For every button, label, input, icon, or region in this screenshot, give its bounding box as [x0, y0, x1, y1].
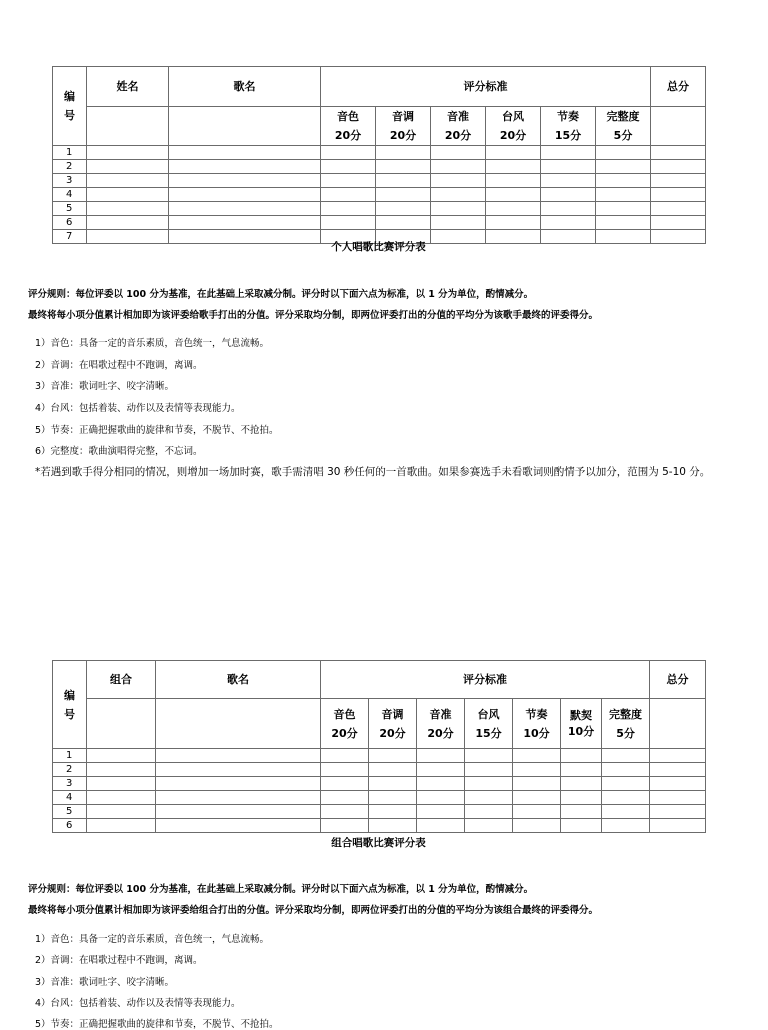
criterion-points: 20分: [389, 129, 417, 142]
criterion-name: 默契10分: [567, 708, 595, 738]
table-row: [53, 202, 706, 216]
criterion-points: 20分: [444, 129, 472, 142]
criterion-points: 20分: [379, 726, 406, 740]
table-row: [53, 777, 706, 791]
header-num: 编号: [53, 67, 87, 146]
header-total-blank: [650, 699, 706, 749]
header-song-blank: [156, 699, 321, 749]
header-total: 总分: [650, 661, 706, 699]
criterion-points: 20分: [334, 129, 362, 142]
header-num: 编号: [53, 661, 87, 749]
group-criterion-item: 2）音调：在唱歌过程中不跑调，离调。: [35, 955, 203, 966]
criterion-cell: [369, 699, 417, 749]
criterion-cell: [376, 107, 431, 146]
individual-rule-line-2: 最终将每小项分值累计相加即为该评委给歌手打出的分值。评分采取均分制，即两位评委打出的分值的平均分为该歌手最终的评委得分。: [28, 310, 599, 321]
header-name: 姓名: [87, 67, 169, 107]
criterion-cell: [596, 107, 651, 146]
criterion-points: 10分: [523, 726, 550, 740]
group-rule-line-1: 评分规则：每位评委以 100 分为基准，在此基础上采取减分制。评分时以下面六点为标准，以 1 分为单位，酌情减分。: [28, 884, 534, 895]
criterion-points: 20分: [331, 726, 358, 740]
criterion-points: 5分: [613, 129, 633, 142]
header-name-blank: [87, 699, 156, 749]
criterion-cell: [321, 107, 376, 146]
group-table-caption: 组合唱歌比赛评分表: [331, 837, 426, 849]
criterion-cell: [486, 107, 541, 146]
criterion-name: 节奏: [557, 110, 579, 123]
header-total-blank: [651, 107, 706, 146]
criterion-cell: [541, 107, 596, 146]
individual-criterion-item: 4）台风：包括着装、动作以及表情等表现能力。: [35, 403, 241, 414]
table-row: [53, 188, 706, 202]
table-row: [53, 216, 706, 230]
row-number: 4: [53, 791, 87, 805]
criterion-name: 完整度: [609, 707, 643, 721]
criterion-name: 台风: [502, 110, 524, 123]
header-name-blank: [87, 107, 169, 146]
table-row: [53, 791, 706, 805]
header-criteria: 评分标准: [321, 67, 651, 107]
group-rule-line-2: 最终将每小项分值累计相加即为该评委给组合打出的分值。评分采取均分制，即两位评委打出的分值的平均分为该组合最终的评委得分。: [28, 905, 599, 916]
header-song-blank: [169, 107, 321, 146]
individual-tiebreak-note: *若遇到歌手得分相同的情况，则增加一场加时赛，歌手需清唱 30 秒任何的一首歌曲。如果参赛选手未看歌词则酌情予以加分，范围为 5-10 分。: [35, 466, 711, 478]
row-number: 2: [53, 763, 87, 777]
row-number: 7: [53, 230, 87, 244]
criterion-name: 节奏: [525, 707, 548, 721]
criterion-cell: [417, 699, 465, 749]
row-number: 3: [53, 777, 87, 791]
group-score-table: [52, 660, 706, 833]
row-number: 6: [53, 819, 87, 833]
individual-criterion-item: 3）音准：歌词吐字、咬字清晰。: [35, 381, 175, 392]
criterion-name: 台风: [477, 707, 500, 721]
row-number: 5: [53, 202, 87, 216]
criterion-cell: [431, 107, 486, 146]
header-total: 总分: [651, 67, 706, 107]
criterion-name: 完整度: [606, 110, 640, 123]
row-number: 4: [53, 188, 87, 202]
criterion-name: 音调: [381, 707, 404, 721]
table-row: [53, 749, 706, 763]
table-row: [53, 146, 706, 160]
criterion-points: 15分: [554, 129, 582, 142]
header-song: 歌名: [156, 661, 321, 699]
criterion-cell: [602, 699, 650, 749]
criterion-points: 20分: [499, 129, 527, 142]
row-number: 6: [53, 216, 87, 230]
criterion-cell: [513, 699, 561, 749]
group-criterion-item: 4）台风：包括着装、动作以及表情等表现能力。: [35, 998, 241, 1009]
criterion-name: 音色: [333, 707, 356, 721]
row-number: 1: [53, 146, 87, 160]
row-number: 1: [53, 749, 87, 763]
criterion-name: 音准: [447, 110, 469, 123]
group-criterion-item: 5）节奏：正确把握歌曲的旋律和节奏，不脱节、不抢拍。: [35, 1019, 279, 1030]
criterion-cell: [465, 699, 513, 749]
individual-table-caption: 个人唱歌比赛评分表: [331, 241, 426, 253]
individual-criterion-item: 2）音调：在唱歌过程中不跑调，离调。: [35, 360, 203, 371]
header-criteria: 评分标准: [321, 661, 650, 699]
criterion-points: 15分: [475, 726, 502, 740]
individual-criterion-item: 6）完整度：歌曲演唱得完整，不忘词。: [35, 446, 203, 457]
criterion-points: 20分: [427, 726, 454, 740]
individual-criterion-item: 1）音色：具备一定的音乐素质，音色统一，气息流畅。: [35, 338, 270, 349]
criterion-name: 音调: [392, 110, 414, 123]
individual-rule-line-1: 评分规则：每位评委以 100 分为基准，在此基础上采取减分制。评分时以下面六点为标准，以 1 分为单位，酌情减分。: [28, 289, 534, 300]
group-criterion-item: 1）音色：具备一定的音乐素质，音色统一，气息流畅。: [35, 934, 270, 945]
table-row: [53, 763, 706, 777]
criterion-points: 5分: [616, 726, 635, 740]
individual-criterion-item: 5）节奏：正确把握歌曲的旋律和节奏，不脱节、不抢拍。: [35, 425, 279, 436]
table-row: [53, 174, 706, 188]
criterion-cell: [321, 699, 369, 749]
header-name: 组合: [87, 661, 156, 699]
table-row: [53, 805, 706, 819]
table-row: [53, 160, 706, 174]
criterion-name: 音色: [337, 110, 359, 123]
group-criterion-item: 3）音准：歌词吐字、咬字清晰。: [35, 977, 175, 988]
criterion-name: 音准: [429, 707, 452, 721]
table-row: [53, 819, 706, 833]
header-song: 歌名: [169, 67, 321, 107]
criterion-cell: [561, 699, 602, 749]
row-number: 2: [53, 160, 87, 174]
row-number: 3: [53, 174, 87, 188]
row-number: 5: [53, 805, 87, 819]
individual-score-table: [52, 66, 706, 244]
